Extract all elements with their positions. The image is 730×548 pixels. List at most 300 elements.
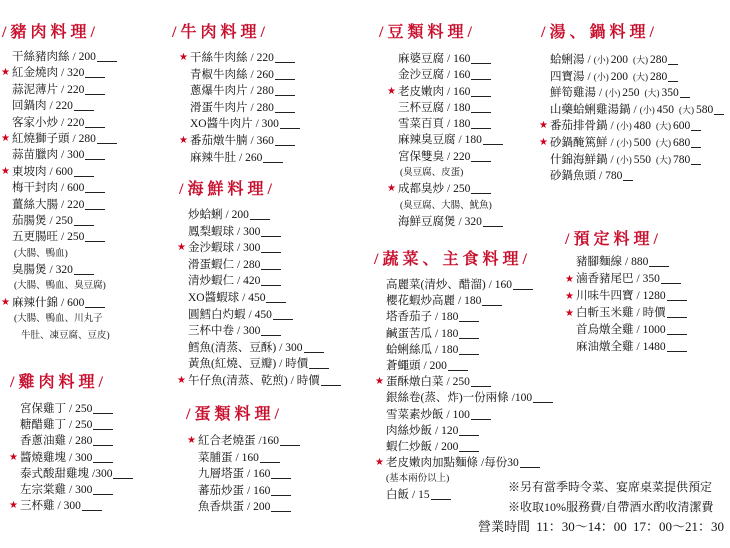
menu-item [550,52,724,69]
item-price: / 180 [458,134,482,147]
order-quantity-blank-line [280,128,300,129]
section-title-soup-pot: /湯、鍋料理/ [541,24,658,41]
item-name: 青椒牛肉絲 [190,68,248,81]
item-name: 泰式酸甜雞塊 [20,467,89,480]
menu-item [198,483,300,500]
item-price: / 280 [72,132,96,145]
recommended-star-icon: ★ [179,134,188,146]
menu-item [12,229,117,245]
item-price: / 300 [237,325,261,338]
menu-item [188,224,341,241]
order-quantity-blank-line [271,478,291,479]
item-price: / 160 [247,484,271,497]
item-name: 三杯雞 [20,500,55,513]
order-quantity-blank-line [661,283,681,284]
menu-item [565,271,687,288]
order-quantity-blank-line [691,147,701,148]
item-price: / 300 [69,483,93,496]
item-name: 回鍋肉 [12,100,47,113]
menu-item [386,407,553,423]
item-price: / 360 [250,134,274,147]
order-quantity-blank-line [85,127,105,128]
menu-item [12,49,117,65]
item-name: 清炒蝦仁 [188,275,234,288]
item-price: / 250 [69,419,93,432]
item-name: 塔香茄子 [386,311,432,324]
order-quantity-blank-line [667,300,687,301]
order-quantity-blank-line [93,429,113,430]
order-quantity-blank-line [623,180,633,181]
item-price: / 450 [242,291,266,304]
item-name: 菜脯蛋 [198,451,233,464]
item-name: 蒜泥薄片 [12,83,58,96]
menu-item [12,262,117,278]
menu-item [12,98,117,114]
item-name: 海鮮豆腐煲 [398,215,456,228]
order-quantity-blank-line [74,176,94,177]
item-price: / 600 [61,296,85,309]
order-quantity-blank-line [304,352,324,353]
item-name: 滷香豬尾巴 [576,273,634,285]
size-price: 780 [672,153,691,166]
order-quantity-blank-line [483,144,503,145]
menu-item [198,450,300,467]
item-price: / 300 [237,242,261,255]
recommended-star-icon: ★ [179,52,188,63]
menu-item [1,164,117,180]
order-quantity-blank-line [271,495,291,496]
order-quantity-blank-line [260,462,280,463]
item-price: / 780 [599,170,623,183]
menu-item [1,131,117,147]
item-name: 櫻花蝦炒高麗 [386,295,455,308]
order-quantity-blank-line [74,225,94,226]
item-name: 麻辣什錦 [12,296,58,309]
menu-item [198,466,300,483]
order-quantity-blank-line [459,354,479,355]
order-quantity-blank-line [667,351,687,352]
size-price: 200 [610,70,628,83]
size-label: (小) [605,88,621,99]
menu-item [550,152,724,169]
order-quantity-blank-line [261,236,281,237]
item-name: 蛤蜊絲瓜 [386,343,432,356]
item-name: 左宗棠雞 [20,483,66,496]
order-quantity-blank-line [261,252,281,253]
size-price: 600 [672,120,691,133]
menu-item [20,401,133,417]
order-quantity-blank-line [471,79,491,80]
menu-item [188,307,341,324]
order-quantity-blank-line [471,112,491,113]
size-label: (小) [593,55,609,65]
menu-item [179,133,300,150]
item-name: 什錦海鮮鍋 [550,153,608,166]
item-price: / 200 [225,209,249,221]
order-quantity-blank-line [271,511,291,512]
recommended-star-icon: ★ [177,374,186,386]
menu-item [9,498,133,514]
size-price: 550 [633,153,651,166]
order-quantity-blank-line [93,445,113,446]
menu-item [576,339,687,356]
section-title-vegetable-staple: /蔬菜、主食料理/ [374,251,531,268]
item-price: / 200 [435,440,459,453]
service-charge-note: ※收取10%服務費/自帶酒水酌收清潔費 [508,500,714,514]
item-price: /每份30 [481,457,519,470]
item-name: 白飯 [386,489,409,502]
order-quantity-blank-line [261,269,281,270]
size-label: (小) [639,104,655,115]
item-note: (臭豆腐、大腸、魷魚) [400,200,492,211]
item-name: 麻婆豆腐 [398,53,444,65]
egg-item-list [187,433,300,516]
item-price: / 300 [69,451,93,464]
item-name: 蝦仁炒飯 [386,440,432,453]
menu-item [12,180,117,196]
item-price: / 220 [49,100,73,113]
item-name: 銀絲卷(蒸、炸)一份兩條 [386,392,509,405]
item-name: 客家小炒 [12,116,58,129]
size-label: (小) [616,154,632,165]
menu-item [188,257,341,274]
menu-item [387,84,503,100]
item-name: 白斬玉米雞 [576,307,634,319]
item-name: 糖醋雞丁 [20,419,66,432]
price-separator: / [610,136,614,149]
item-name: 滑蛋蝦仁 [188,258,234,271]
size-label: (大) [678,104,694,115]
order-quantity-blank-line [667,334,687,335]
item-name: 鮮筍雞湯 [550,87,596,100]
price-separator: / [587,70,591,83]
item-name: 蔥爆牛肉片 [190,85,248,98]
item-name: 麻辣牛肚 [190,151,236,164]
item-note: (大腸、鴨血、川丸子 [14,314,103,325]
order-quantity-blank-line [459,338,479,339]
menu-item [12,115,117,131]
item-price: / 220 [61,83,85,96]
recommended-star-icon: ★ [375,457,384,469]
item-price: / 250 [49,214,73,227]
order-quantity-blank-line [483,226,503,227]
menu-item [398,149,503,165]
item-price: / 180 [447,101,471,114]
item-price: / 1000 [636,324,666,336]
order-quantity-blank-line [431,499,451,500]
item-price: / 時價 [290,374,320,387]
item-name: 金沙蝦球 [188,242,234,255]
item-price: / 280 [69,435,93,448]
price-separator: / [610,120,614,133]
order-quantity-blank-line [471,96,491,97]
menu-item [188,323,341,340]
item-price: / 時價 [636,307,666,319]
item-name: 高麗菜(清炒、醋溜) [386,279,486,291]
item-price: / 880 [625,256,649,268]
menu-item [398,214,503,230]
order-quantity-blank-line [691,130,701,131]
order-quantity-blank-line [471,63,491,64]
item-price: / 160 [247,468,271,480]
item-price: / 160 [488,279,512,291]
item-price: / 260 [250,68,274,81]
item-price: / 120 [435,424,459,437]
seafood-item-list [177,207,341,390]
item-price: / 420 [237,275,261,288]
size-label: (小) [616,121,632,132]
order-quantity-blank-line [250,219,270,220]
order-quantity-blank-line [680,97,690,98]
recommended-star-icon: ★ [9,451,18,463]
item-price: / 260 [239,151,263,164]
recommended-star-icon: ★ [375,376,384,388]
order-quantity-blank-line [261,335,281,336]
item-name: 三杯中卷 [188,325,234,338]
item-name: 麻油燉全雞 [576,341,634,353]
recommended-star-icon: ★ [1,132,10,144]
item-price: / 180 [435,343,459,356]
item-price: / 250 [61,231,85,244]
menu-item [576,322,687,339]
item-price: / 300 [255,118,279,131]
menu-item [190,100,300,117]
item-name: 鳳梨蝦球 [188,225,234,238]
item-note: (臭豆腐、皮蛋) [400,168,464,179]
item-price: / 250 [447,183,471,196]
recommended-star-icon: ★ [177,242,186,254]
order-quantity-blank-line [471,419,491,420]
menu-item [188,290,341,307]
item-price: / 280 [237,258,261,271]
order-quantity-blank-line [85,94,105,95]
recommended-star-icon: ★ [1,165,10,177]
item-note: (大腸、鴨血) [14,248,68,259]
item-price: /100 [511,392,533,405]
item-name: 蛋酥燉白菜 [386,376,444,389]
price-separator: / [610,153,614,166]
item-name: 黃魚(紅燒、豆瓣) [188,358,277,371]
item-name: 番茄排骨鍋 [550,120,608,133]
item-note: 牛肚、凍豆腐、豆皮) [21,330,110,341]
item-price: / 300 [57,500,81,513]
order-quantity-blank-line [85,241,105,242]
section-title-seafood: /海鮮料理/ [179,181,276,198]
item-price: / 300 [279,341,303,354]
menu-item [539,118,724,135]
item-name: 東坡肉 [12,165,47,178]
order-quantity-blank-line [85,192,105,193]
size-price: 350 [661,87,679,100]
item-name: 臭腸煲 [12,264,47,277]
order-quantity-blank-line [93,462,113,463]
menu-item [386,390,553,406]
item-name: 首烏燉全雞 [576,324,634,336]
order-quantity-blank-line [471,161,491,162]
item-name: 紅金燒肉 [12,67,58,80]
order-quantity-blank-line [263,162,283,163]
item-name: 老皮嫩肉 [398,85,444,98]
order-quantity-blank-line [533,402,553,403]
item-price: / 1280 [636,290,666,302]
item-name: 九層塔蛋 [198,468,244,480]
item-price: / 15 [412,489,430,502]
item-name: 干絲牛肉絲 [190,52,248,64]
menu-item [386,277,553,293]
size-price: 580 [695,103,714,116]
size-price: 450 [656,103,674,116]
order-quantity-blank-line [85,209,105,210]
item-price: / 200 [423,359,447,372]
item-name: 炒蛤蜊 [188,209,223,221]
recommended-star-icon: ★ [1,67,10,79]
item-name: 薑絲大腸 [12,198,58,211]
order-quantity-blank-line [668,81,678,82]
reservation-item-list [565,254,687,356]
order-quantity-blank-line [448,370,468,371]
item-name: 蒼蠅頭 [386,359,421,372]
menu-item [398,100,503,116]
menu-item [187,433,300,450]
soup-pot-item-list [539,52,724,185]
menu-item [387,181,503,197]
item-price: / 320 [458,215,482,228]
section-title-beef: /牛肉料理/ [172,24,269,41]
menu-item [375,455,553,471]
item-price: / 220 [61,116,85,129]
recommended-star-icon: ★ [565,308,574,319]
recommended-star-icon: ★ [565,274,574,285]
item-name: 鱈魚(清蒸、豆酥) [188,341,277,354]
item-price: / 180 [447,118,471,131]
chicken-item-list [9,401,133,514]
menu-item [550,102,724,119]
recommended-star-icon: ★ [9,500,18,512]
item-price: / 180 [435,327,459,340]
order-quantity-blank-line [85,77,105,78]
menu-item [386,293,553,309]
item-name: 圓鱈白灼蝦 [188,308,246,321]
order-quantity-blank-line [113,478,133,479]
item-name: 砂鍋魚頭 [550,170,596,183]
order-quantity-blank-line [275,62,295,63]
item-price: / 180 [458,295,482,308]
order-quantity-blank-line [93,413,113,414]
item-name: 梅干封肉 [12,182,58,195]
item-price: / 160 [447,85,471,98]
menu-item [386,342,553,358]
item-name: 午仔魚(清蒸、乾煎) [188,374,288,387]
order-quantity-blank-line [471,193,491,194]
order-quantity-blank-line [459,451,479,452]
item-name: XO醬牛肉片 [190,118,253,131]
size-price: 500 [633,136,651,149]
size-label: (小) [616,137,632,148]
menu-item [12,147,117,163]
beef-item-list [179,50,300,166]
order-quantity-blank-line [275,145,295,146]
menu-item [375,374,553,390]
order-quantity-blank-line [691,164,701,165]
item-name: 四寶湯 [550,70,585,83]
item-price: / 600 [49,165,73,178]
menu-item [190,67,300,84]
price-separator: / [587,54,591,66]
item-name: 干絲豬肉絲 [12,51,70,63]
size-label: (小) [593,71,609,82]
order-quantity-blank-line [459,435,479,436]
item-price: /300 [92,467,113,480]
order-quantity-blank-line [275,95,295,96]
item-price: / 時價 [279,358,309,371]
recommended-star-icon: ★ [539,136,548,148]
menu-item [12,213,117,229]
order-quantity-blank-line [93,494,113,495]
order-quantity-blank-line [97,61,117,62]
item-name: 老皮嫩肉加點麵條 [386,457,478,470]
vegetable-staple-item-list [375,277,553,504]
item-name: 蛤蜊湯 [550,54,585,66]
item-price: / 220 [447,150,471,163]
item-name: 紅燒獅子頭 [12,132,70,145]
menu-item [550,69,724,86]
order-quantity-blank-line [82,510,102,511]
item-name: 醬燒雞塊 [20,451,66,464]
menu-item [188,340,341,357]
item-name: 宮保雞丁 [20,403,66,415]
item-name: 茄腸煲 [12,214,47,227]
item-price: / 280 [250,101,274,114]
menu-item [188,207,341,224]
size-label: (大) [632,71,648,82]
bean-item-list [387,51,503,230]
order-quantity-blank-line [280,445,300,446]
order-quantity-blank-line [74,110,94,111]
menu-item [1,65,117,81]
menu-item [179,50,300,67]
item-price: / 320 [61,67,85,80]
item-name: 魚香烘蛋 [198,501,244,513]
menu-item [188,273,341,290]
item-price: / 300 [61,149,85,162]
menu-item [386,358,553,374]
order-quantity-blank-line [261,285,281,286]
seasonal-dishes-note: ※另有當季時令菜、宴席桌菜提供預定 [508,480,713,494]
order-quantity-blank-line [668,64,678,65]
menu-item [539,135,724,152]
order-quantity-blank-line [85,159,105,160]
menu-item [20,466,133,482]
item-price: / 600 [61,182,85,195]
menu-item [12,197,117,213]
item-price: / 320 [49,264,73,277]
menu-item [177,240,341,257]
menu-item [398,67,503,83]
section-title-chicken: /雞肉料理/ [10,374,107,391]
section-title-pork: /豬肉料理/ [2,24,99,41]
menu-item [565,288,687,305]
item-price: / 300 [237,225,261,238]
order-quantity-blank-line [321,385,341,386]
item-price: /160 [258,435,279,447]
size-label: (大) [644,88,660,99]
menu-item [398,132,503,148]
order-quantity-blank-line [309,368,329,369]
item-name: 川味牛四寶 [576,290,634,302]
section-title-reservation: /預定料理/ [565,231,662,248]
menu-item [398,116,503,132]
menu-item [190,116,300,133]
